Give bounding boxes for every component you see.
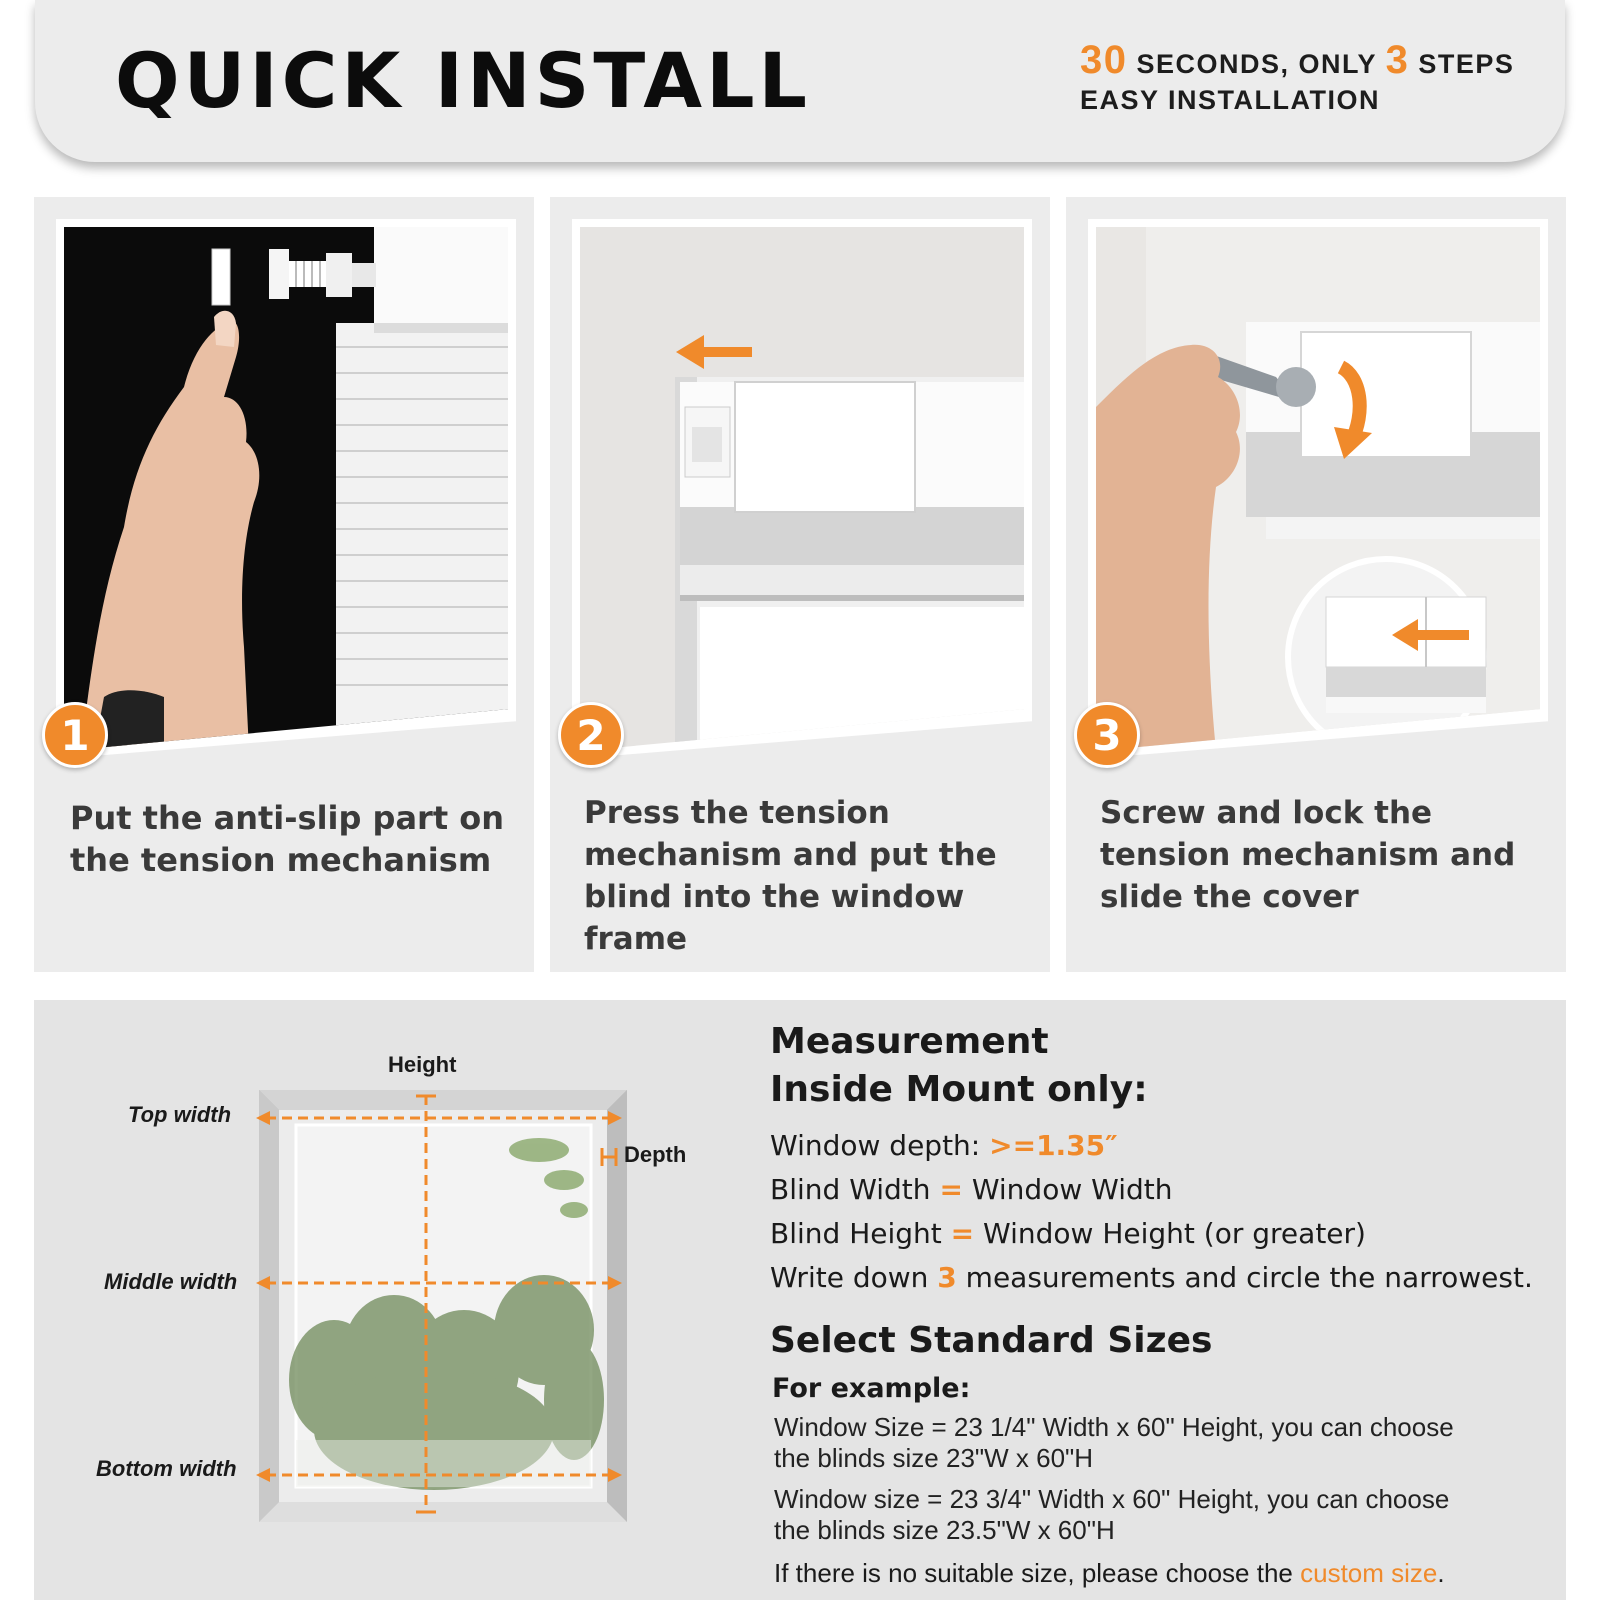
step-card-1	[34, 197, 534, 972]
blind-width-right: Window Width	[971, 1173, 1173, 1206]
example-item	[770, 1484, 1560, 1546]
write-down-rule	[770, 1256, 1560, 1300]
step-photo-frame	[56, 219, 516, 759]
seconds-text: SECONDS, ONLY	[1136, 49, 1377, 79]
custom-size-prefix: If there is no suitable size, please choose the	[774, 1558, 1293, 1588]
example-line: Window Size = 23 1/4" Width x 60" Height, you can choose	[774, 1412, 1454, 1442]
step-3-photo	[1096, 227, 1540, 751]
blind-height-right: Window Height (or greater)	[983, 1217, 1366, 1250]
measurement-title: Measurement	[770, 1021, 1049, 1062]
custom-size-note	[774, 1558, 1560, 1589]
step-card-3	[1066, 197, 1566, 972]
middle-width-label: Middle width	[104, 1269, 238, 1294]
window-depth-label: Window depth:	[770, 1129, 981, 1162]
custom-size-suffix: .	[1437, 1558, 1445, 1588]
tagline-subtitle: EASY INSTALLATION	[1080, 85, 1381, 115]
custom-size-link[interactable]: custom size	[1300, 1558, 1438, 1588]
step-description: Press the tension mechanism and put the blind into the window frame	[584, 795, 997, 957]
steps-number: 3	[1385, 38, 1410, 82]
seconds-number: 30	[1080, 38, 1128, 82]
write-down-prefix: Write down	[770, 1261, 929, 1294]
step-2-photo	[580, 227, 1024, 751]
step-photo-frame	[1088, 219, 1548, 759]
window-depth-rule	[770, 1124, 1560, 1168]
tagline-steps	[1080, 38, 1514, 83]
window-illustration	[34, 1000, 734, 1600]
bottom-width-label: Bottom width	[96, 1456, 237, 1481]
example-item	[770, 1412, 1560, 1474]
page-title: QUICK INSTALL	[115, 36, 811, 125]
step-number-badge: 1	[42, 702, 108, 768]
step-card-2	[550, 197, 1050, 972]
example-label: For example:	[772, 1373, 971, 1404]
write-down-suffix: measurements and circle the narrowest.	[965, 1261, 1533, 1294]
step-number-badge: 2	[558, 702, 624, 768]
top-width-label: Top width	[128, 1102, 232, 1127]
step-description: Screw and lock the tension mechanism and slide the cover	[1100, 795, 1516, 915]
example-line: the blinds size 23.5"W x 60"H	[774, 1515, 1115, 1545]
write-down-count: 3	[937, 1261, 957, 1294]
blind-height-rule	[770, 1212, 1560, 1256]
step-description: Put the anti-slip part on the tension mechanism	[70, 799, 505, 879]
window-diagram	[34, 1000, 734, 1600]
measurement-info	[770, 1018, 1560, 1589]
example-line: Window size = 23 3/4" Width x 60" Height, you can choose	[774, 1484, 1450, 1514]
height-label: Height	[388, 1052, 457, 1077]
header-banner	[35, 0, 1565, 162]
example-line: the blinds size 23"W x 60"H	[774, 1443, 1094, 1473]
header-tagline	[1080, 38, 1514, 116]
window-depth-value: >=1.35″	[989, 1129, 1118, 1162]
step-photo-frame	[572, 219, 1032, 759]
blind-width-rule	[770, 1168, 1560, 1212]
equals-sign: =	[950, 1217, 975, 1250]
equals-sign: =	[939, 1173, 963, 1206]
blind-height-left: Blind Height	[770, 1217, 942, 1250]
standard-sizes-title: Select Standard Sizes	[770, 1320, 1213, 1361]
step-1-photo	[64, 227, 508, 751]
measurement-panel	[34, 1000, 1566, 1600]
step-number-badge: 3	[1074, 702, 1140, 768]
depth-label: Depth	[624, 1142, 687, 1167]
steps-text: STEPS	[1418, 49, 1515, 79]
inside-mount-title: Inside Mount only:	[770, 1069, 1148, 1110]
measurement-rules	[770, 1124, 1560, 1300]
blind-width-left: Blind Width	[770, 1173, 931, 1206]
